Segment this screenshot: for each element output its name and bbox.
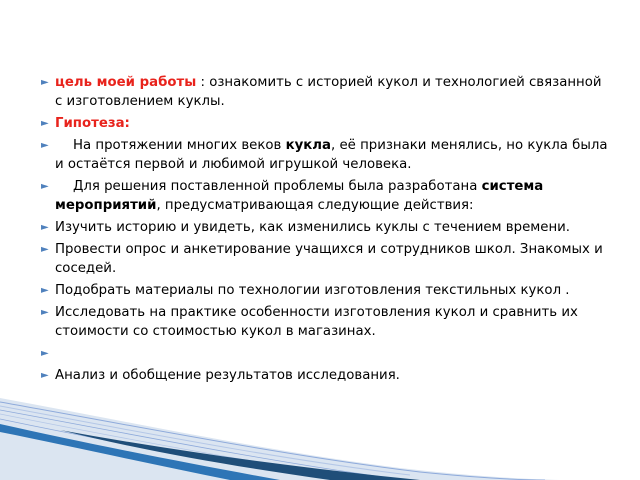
- final-text: Анализ и обобщение результатов исследования.: [55, 368, 400, 383]
- list-item-action-3: [41, 281, 611, 300]
- solution-text-bold: система мероприятий: [55, 179, 544, 213]
- list-item-blank: [41, 344, 611, 363]
- solution-text-before: Для решения поставленной проблемы была разработана: [73, 179, 482, 194]
- solution-text-after: , предусматривающая следующие действия:: [156, 198, 474, 213]
- hypothesis-text-after: , её признаки менялись, но кукла была и остаётся первой и любимой игрушкой человека.: [55, 138, 608, 172]
- list-item-action-4: [41, 303, 611, 341]
- action-text: Подобрать материалы по технологии изготовления текстильных кукол .: [55, 283, 570, 298]
- list-item-solution: [41, 177, 611, 215]
- action-text: Исследовать на практике особенности изготовления кукол и сравнить их стоимости со стоимостью кукол в магазинах.: [55, 305, 578, 339]
- list-item-hypothesis-label: [41, 114, 611, 133]
- hypothesis-text-bold: кукла: [285, 138, 332, 153]
- triangle-bullet-icon: ►: [41, 307, 49, 318]
- action-text: Провести опрос и анкетирование учащихся и сотрудников школ. Знакомых и соседей.: [55, 242, 603, 276]
- action-text: Изучить историю и увидеть, как изменились куклы с течением времени.: [55, 220, 571, 235]
- goal-text: : ознакомить с историей кукол и технологией связанной с изготовлением куклы.: [55, 75, 602, 109]
- triangle-bullet-icon: ►: [41, 244, 49, 255]
- list-item-hypothesis: [41, 136, 611, 174]
- triangle-bullet-icon: ►: [41, 370, 49, 381]
- bullet-list: [41, 73, 611, 388]
- list-item-goal: [41, 73, 611, 111]
- triangle-bullet-icon: ►: [41, 222, 49, 233]
- list-item-action-1: [41, 218, 611, 237]
- triangle-bullet-icon: ►: [41, 285, 49, 296]
- slide-decoration-waves: [0, 380, 640, 480]
- triangle-bullet-icon: ►: [41, 181, 49, 192]
- hypothesis-text-before: На протяжении многих веков: [73, 138, 286, 153]
- triangle-bullet-icon: ►: [41, 77, 49, 88]
- triangle-bullet-icon: ►: [41, 348, 49, 359]
- goal-label: цель моей работы: [55, 75, 197, 90]
- triangle-bullet-icon: ►: [41, 118, 49, 129]
- list-item-action-2: [41, 240, 611, 278]
- triangle-bullet-icon: ►: [41, 140, 49, 151]
- hypothesis-label: Гипотеза:: [55, 116, 130, 131]
